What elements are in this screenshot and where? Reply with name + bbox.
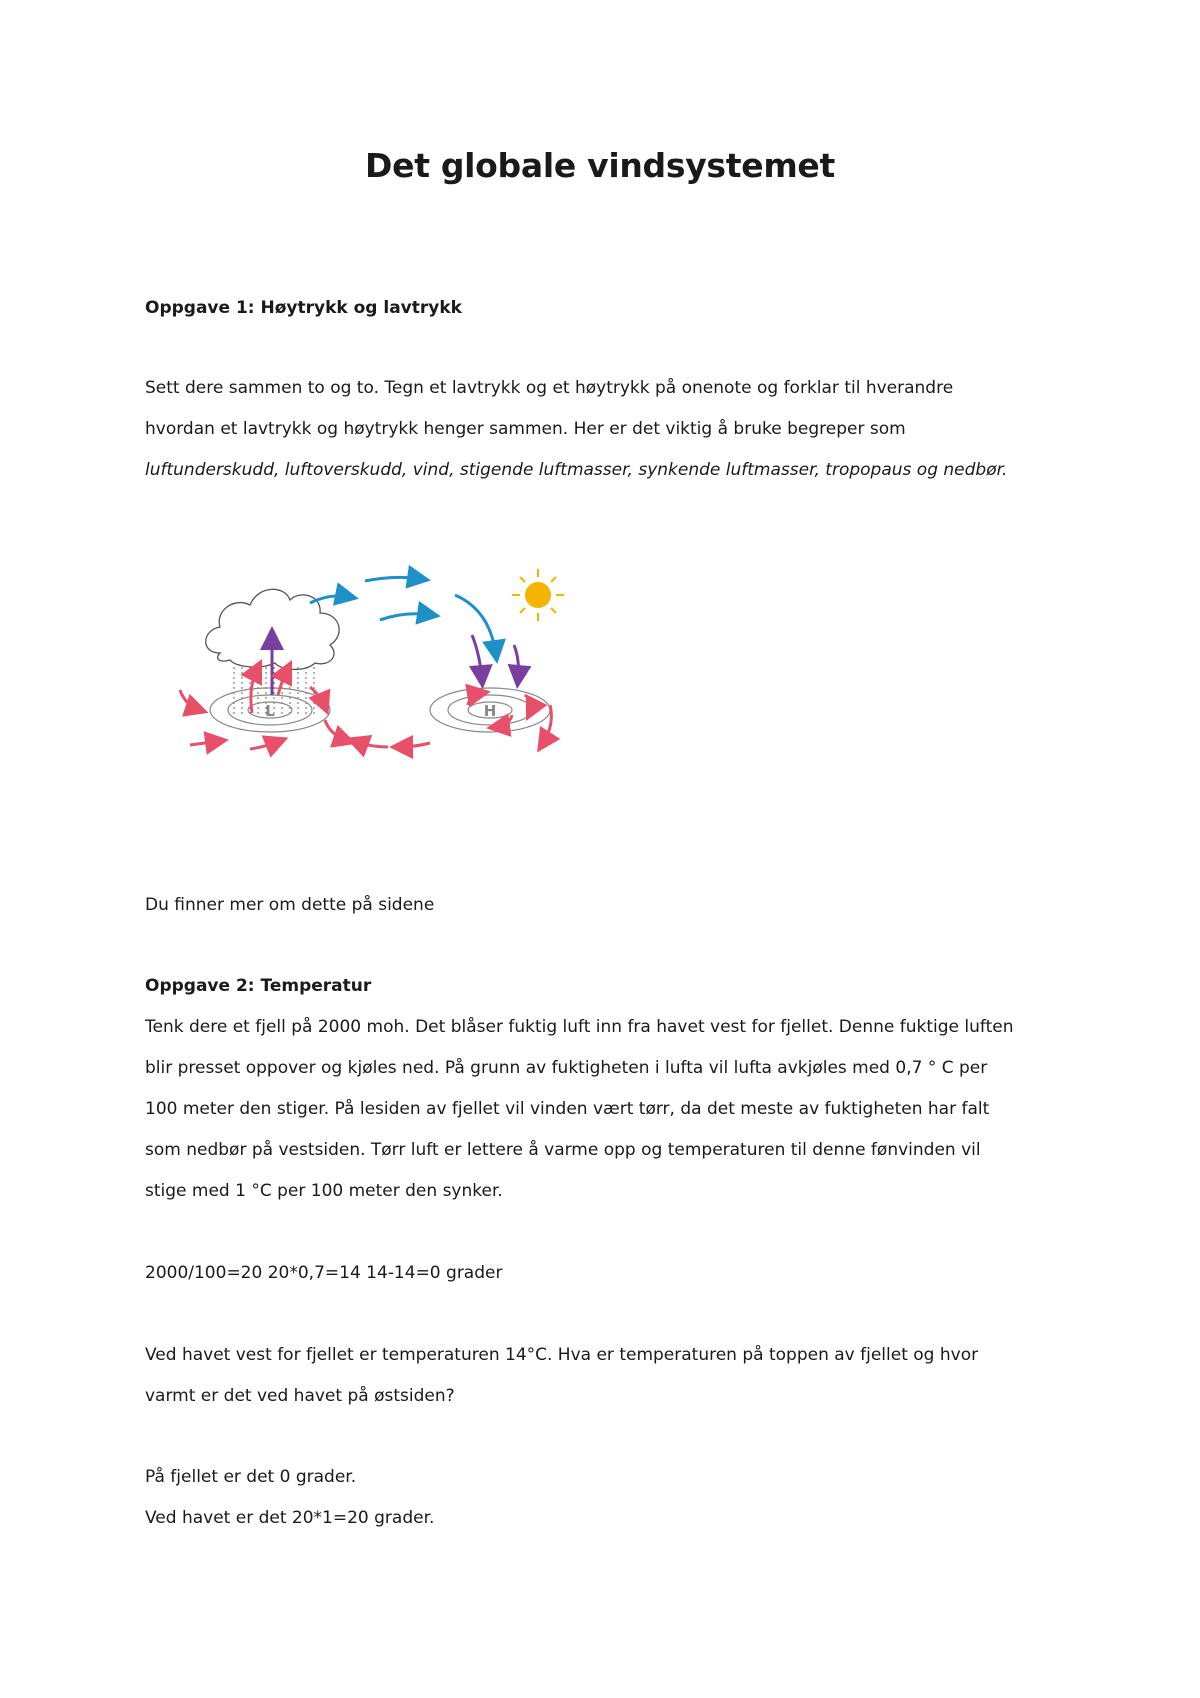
calculation-line: 2000/100=20 20*0,7=14 14-14=0 grader xyxy=(145,1263,503,1283)
answer-line-1: På fjellet er det 0 grader. xyxy=(145,1467,357,1487)
task1-heading: Oppgave 1: Høytrykk og lavtrykk xyxy=(145,298,462,318)
more-info-line: Du finner mer om dette på sidene xyxy=(145,895,435,915)
answer-line-2: Ved havet er det 20*1=20 grader. xyxy=(145,1508,435,1528)
task2-heading: Oppgave 2: Temperatur xyxy=(145,976,372,996)
task2-line-1: Tenk dere et fjell på 2000 moh. Det blåser fuktig luft inn fra havet vest for fjellet. Denne fuktige luften xyxy=(145,1017,1014,1037)
task2-line-2: blir presset oppover og kjøles ned. På grunn av fuktigheten i lufta vil lufta avkjøles med 0,7 ° C per xyxy=(145,1058,988,1078)
pressure-diagram xyxy=(170,555,580,770)
task1-line-2: hvordan et lavtrykk og høytrykk henger sammen. Her er det viktig å bruke begreper som xyxy=(145,419,906,439)
task1-line-1: Sett dere sammen to og to. Tegn et lavtrykk og et høytrykk på onenote og forklar til hverandre xyxy=(145,378,954,398)
high-pressure-label: H xyxy=(483,702,497,720)
question-line-2: varmt er det ved havet på østsiden? xyxy=(145,1386,455,1406)
task2-line-3: 100 meter den stiger. På lesiden av fjellet vil vinden vært tørr, da det meste av fuktigheten har falt xyxy=(145,1099,990,1119)
low-pressure-label: L xyxy=(265,702,275,720)
page-title: Det globale vindsystemet xyxy=(365,146,835,185)
question-line-1: Ved havet vest for fjellet er temperaturen 14°C. Hva er temperaturen på toppen av fjellet og hvor xyxy=(145,1345,979,1365)
task2-line-4: som nedbør på vestsiden. Tørr luft er lettere å varme opp og temperaturen til denne fønvinden vil xyxy=(145,1140,981,1160)
upper-air-arrows xyxy=(310,577,496,655)
task2-line-5: stige med 1 °C per 100 meter den synker. xyxy=(145,1181,503,1201)
task1-terms: luftunderskudd, luftoverskudd, vind, stigende luftmasser, synkende luftmasser, tropopaus og nedbør. xyxy=(145,460,1008,480)
sun-icon xyxy=(512,569,564,621)
